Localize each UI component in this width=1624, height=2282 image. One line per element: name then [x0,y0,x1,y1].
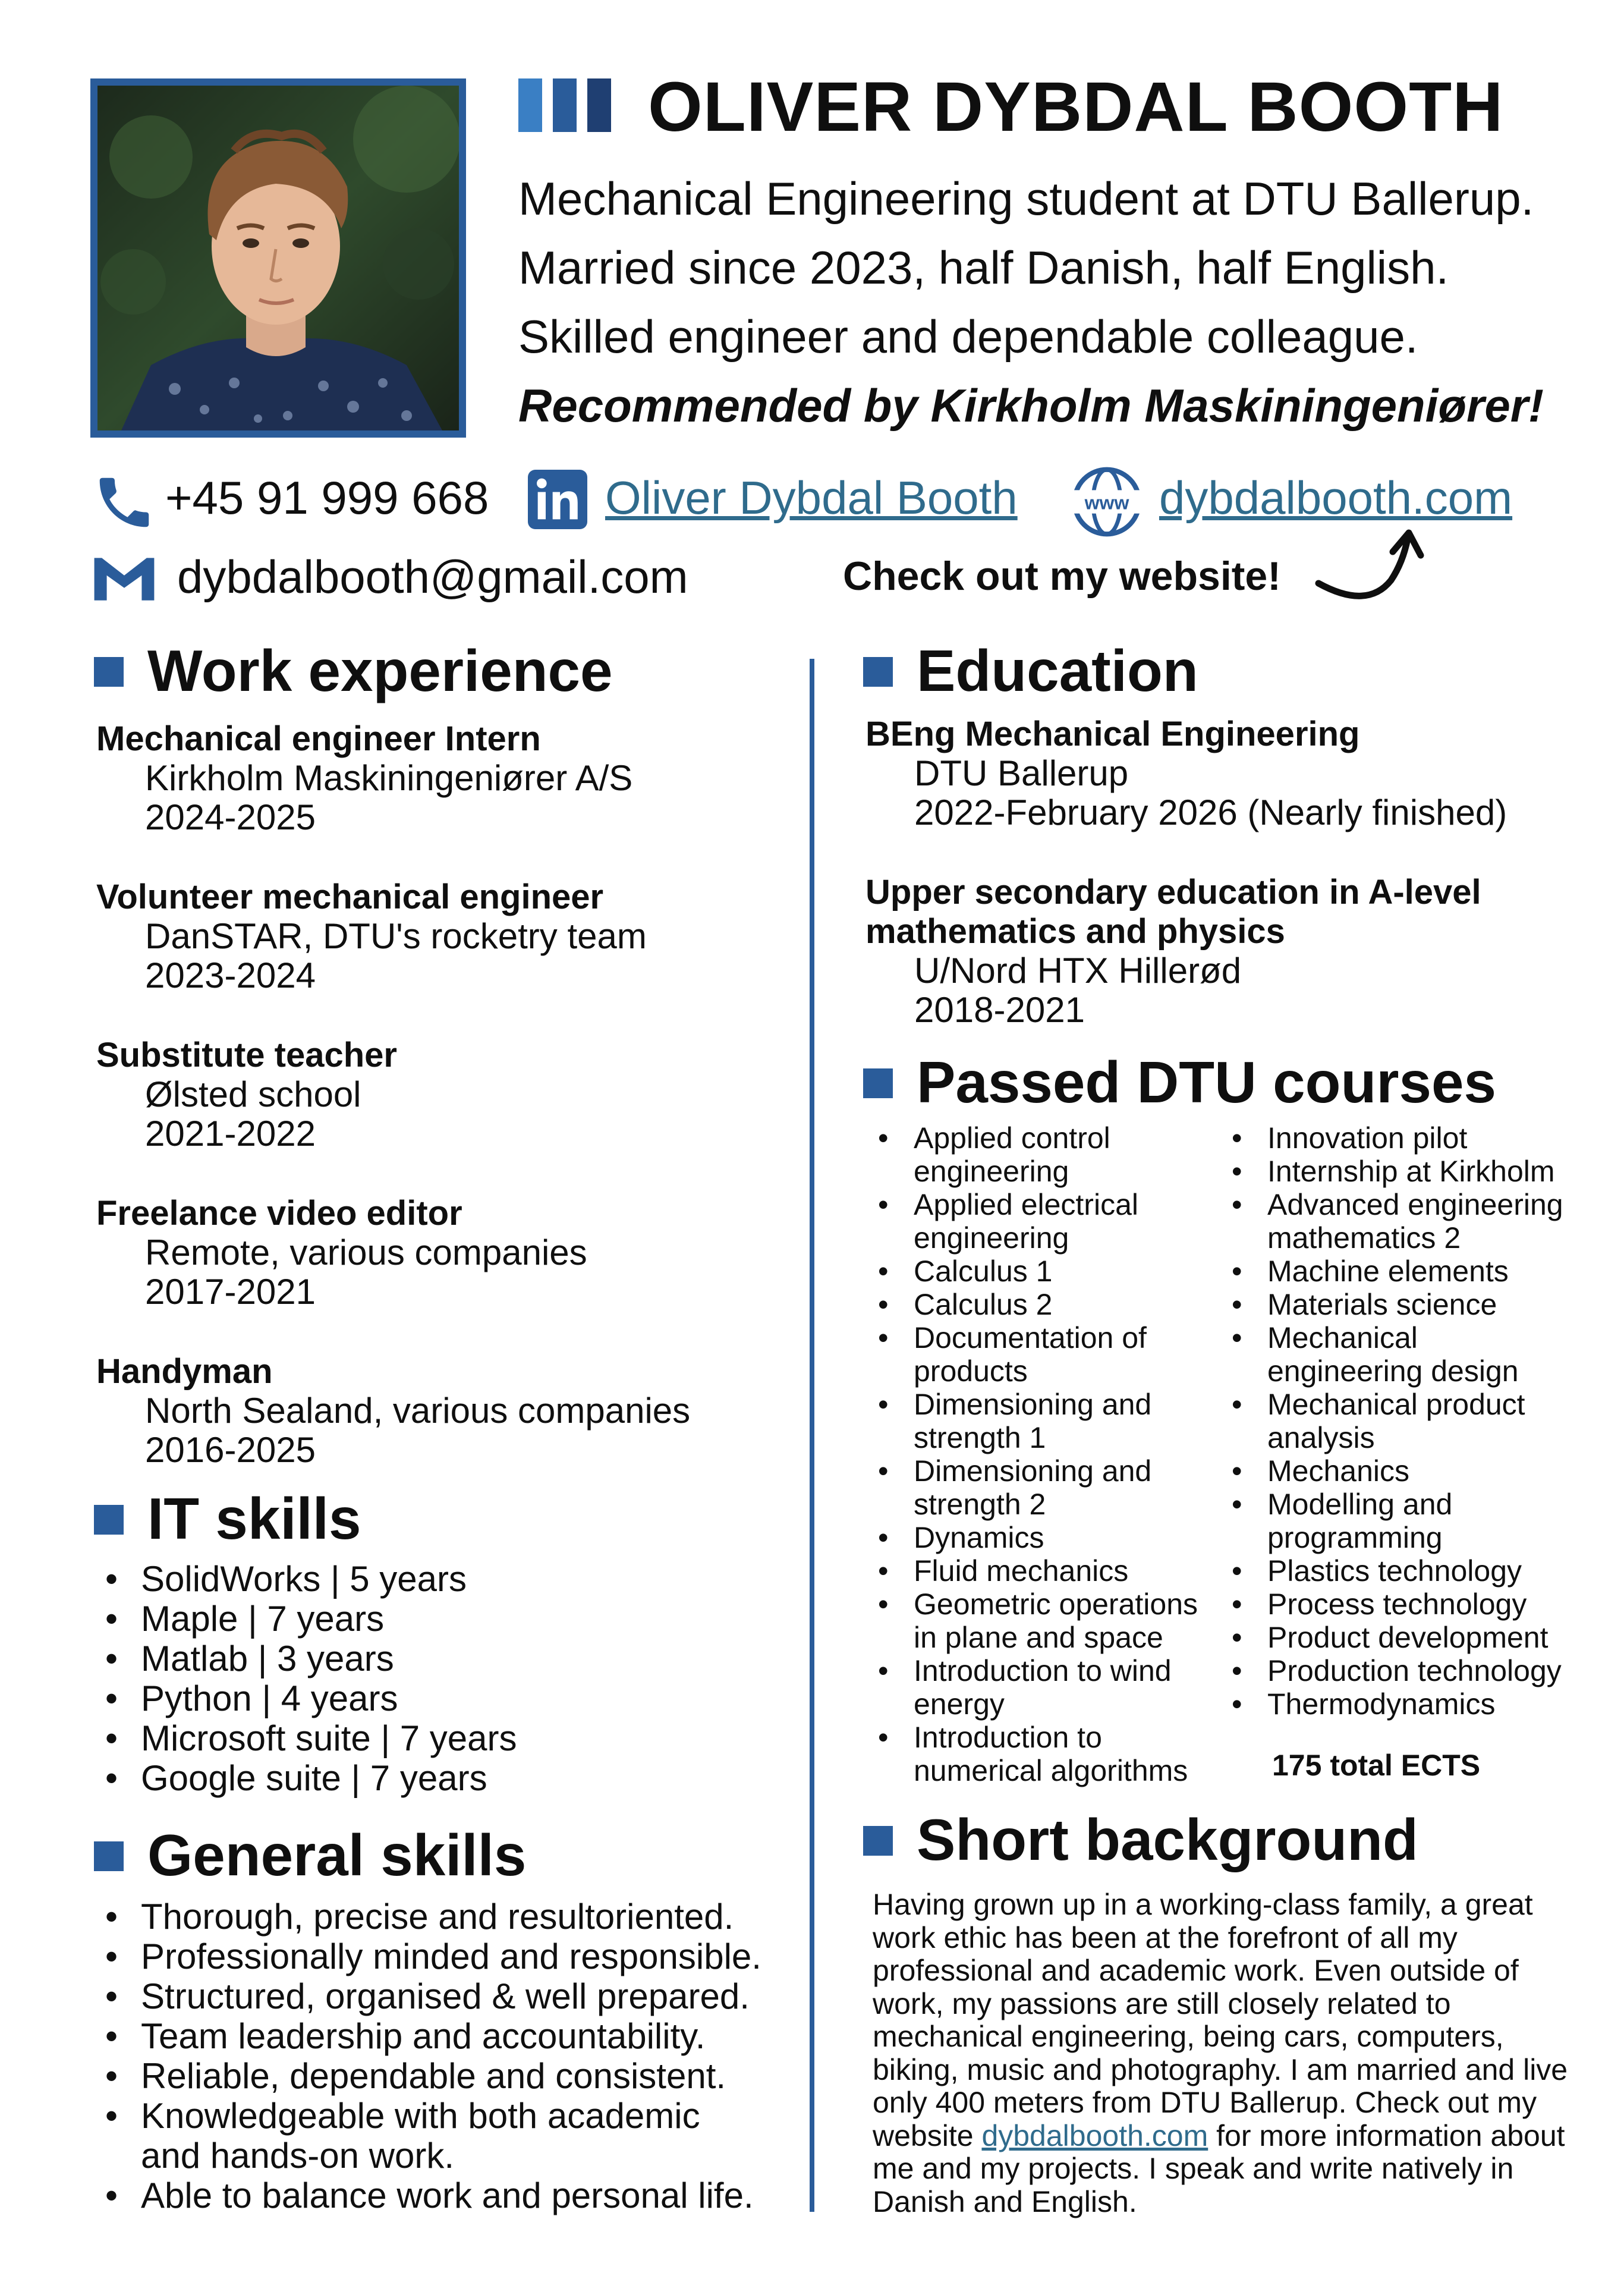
course-item [865,1321,1222,1388]
course-line: • Mechanics [1267,1454,1409,1488]
section-marker-icon [94,1841,124,1871]
intro-line: Skilled engineer and dependable colleague. [518,310,1418,363]
course-item [865,1388,1222,1454]
course-item [1219,1687,1605,1721]
email-icon [92,553,157,603]
section-title: Passed DTU courses [917,1049,1496,1115]
intro [518,164,1544,440]
list-item: • Reliable, dependable and consistent. [92,2056,800,2096]
courses-list-left [865,1121,1222,1787]
intro-line: Married since 2023, half Danish, half English. [518,241,1449,294]
course-item [865,1721,1222,1787]
section-marker-icon [863,1068,893,1098]
job-place: Kirkholm Maskiningeniører A/S [145,758,633,798]
course-line: • Dynamics [914,1521,1044,1554]
course-line: programming [1267,1521,1443,1554]
education-item [865,873,1507,1030]
course-line: • Production technology [1267,1654,1562,1687]
course-line: • Internship at Kirkholm [1267,1155,1555,1188]
course-line: • Modelling and [1267,1488,1453,1521]
job-years: 2024-2025 [145,797,316,837]
course-line: • Calculus 1 [914,1255,1053,1288]
course-item [1219,1155,1605,1188]
course-item [865,1554,1222,1588]
course-line: engineering [914,1155,1069,1188]
course-item [1219,1388,1605,1454]
phone-icon [92,470,157,535]
list-item: • Python | 4 years [92,1679,794,1718]
job-place: Remote, various companies [145,1233,587,1272]
course-line: • Dimensioning and [914,1454,1152,1488]
list-item-line: and hands-on work. [141,2136,454,2176]
list-item: • Matlab | 3 years [92,1639,794,1679]
email-address[interactable]: dybdalbooth@gmail.com [177,551,688,603]
list-item: • SolidWorks | 5 years [92,1559,794,1599]
degree-title: BEng Mechanical Engineering [865,715,1360,753]
courses-heading [863,1049,1496,1116]
education-list [865,715,1507,1070]
section-title: Education [917,638,1198,703]
job-place: Ølsted school [145,1074,361,1114]
course-item [1219,1588,1605,1621]
course-line: mathematics 2 [1267,1221,1461,1255]
degree-title: mathematics and physics [865,912,1285,951]
work-heading [94,637,613,705]
course-line: • Dimensioning and [914,1388,1152,1421]
course-item [1219,1654,1605,1687]
job-title: Substitute teacher [96,1036,397,1074]
list-item: • Structured, organised & well prepared. [92,1976,800,2016]
section-marker-icon [94,657,124,687]
course-line: • Geometric operations [914,1588,1198,1621]
it-skills-heading [94,1485,361,1552]
course-item [865,1588,1222,1654]
section-title: General skills [147,1822,527,1888]
job-years: 2016-2025 [145,1430,316,1470]
list-item [92,2096,800,2176]
work-item [96,878,690,995]
section-title: Work experience [147,638,613,703]
section-marker-icon [863,657,893,687]
section-title: Short background [917,1807,1418,1872]
course-line: • Materials science [1267,1288,1497,1321]
course-item [865,1654,1222,1721]
years: 2022-February 2026 (Nearly finished) [914,793,1507,832]
school: DTU Ballerup [914,753,1129,793]
course-line: products [914,1354,1028,1388]
list-item: • Maple | 7 years [92,1599,794,1639]
education-heading [863,637,1198,705]
courses-list-right [1219,1121,1605,1721]
linkedin-icon[interactable] [528,470,587,529]
recommendation: Recommended by Kirkholm Maskiningeniører! [518,379,1544,432]
background-text: for more information about me and my projects. I speak and write natively in Danish and English. [873,2118,1565,2218]
section-marker-icon [94,1505,124,1535]
list-item: • Google suite | 7 years [92,1758,794,1798]
degree-title: Upper secondary education in A-level [865,873,1481,911]
work-item [96,1036,690,1153]
website-callout: Check out my website! [843,554,1281,599]
course-item [1219,1121,1605,1155]
education-item [865,715,1507,832]
course-line: • Introduction to [914,1721,1102,1754]
curved-arrow-icon [1314,527,1427,604]
phone-number[interactable]: +45 91 999 668 [165,472,489,524]
job-years: 2021-2022 [145,1114,316,1153]
school: U/Nord HTX Hillerød [914,951,1242,991]
course-line: • Innovation pilot [1267,1121,1468,1155]
list-item: • Microsoft suite | 7 years [92,1718,794,1758]
work-list [96,719,690,1510]
course-line: engineering design [1267,1354,1519,1388]
course-line: • Calculus 2 [914,1288,1053,1321]
course-item [1219,1454,1605,1488]
course-item [1219,1288,1605,1321]
course-line: • Process technology [1267,1588,1527,1621]
course-line: engineering [914,1221,1069,1255]
course-line: • Documentation of [914,1321,1147,1354]
course-line: • Mechanical [1267,1321,1418,1354]
work-item [96,719,690,837]
it-skills-list [92,1559,794,1798]
background-text: Having grown up in a working-class family, a great work ethic has been at the forefront of all my professional and academic work. Even outside of work, my passions are still closely related to mechanical engineering, being cars, computers, biking, music and photography. I am married and live only 400 meters from DTU Ballerup. Check out my website [873,1888,1568,2152]
course-line: • Product development [1267,1621,1549,1654]
course-item [865,1121,1222,1188]
course-item [865,1288,1222,1321]
list-item: • Able to balance work and personal life. [92,2176,800,2215]
column-divider [810,659,814,2212]
course-item [1219,1621,1605,1654]
job-title: Volunteer mechanical engineer [96,878,604,916]
course-line: • Thermodynamics [1267,1687,1496,1721]
work-item [96,1352,690,1470]
job-place: DanSTAR, DTU's rocketry team [145,916,647,956]
course-item [865,1255,1222,1288]
background-website-link[interactable]: dybdalbooth.com [981,2118,1208,2152]
general-skills-heading [94,1822,526,1889]
job-years: 2017-2021 [145,1272,316,1312]
portrait-image [97,86,459,430]
course-line: • Applied electrical [914,1188,1138,1221]
background-heading [863,1806,1418,1874]
list-item: • Professionally minded and responsible. [92,1937,800,1976]
svg-text:www: www [1084,492,1129,514]
course-line: • Mechanical product [1267,1388,1525,1421]
list-item: • Thorough, precise and resultoriented. [92,1897,800,1937]
job-years: 2023-2024 [145,955,316,995]
section-title: IT skills [147,1486,361,1551]
course-item [1219,1188,1605,1255]
course-line: • Introduction to wind [914,1654,1172,1687]
course-line: strength 1 [914,1421,1046,1454]
course-line: strength 2 [914,1488,1046,1521]
list-item-line: • Knowledgeable with both academic [141,2096,700,2136]
full-name: OLIVER DYBDAL BOOTH [648,68,1504,146]
years: 2018-2021 [914,990,1085,1030]
course-line: • Advanced engineering [1267,1188,1563,1221]
website-link[interactable]: dybdalbooth.com [1159,472,1513,524]
course-line: analysis [1267,1421,1375,1454]
title-bars-icon [518,78,619,132]
intro-line: Mechanical Engineering student at DTU Ballerup. [518,172,1534,225]
job-title: Mechanical engineer Intern [96,719,541,758]
course-line: • Plastics technology [1267,1554,1522,1588]
course-line: • Machine elements [1267,1255,1509,1288]
background-paragraph [873,1888,1586,2218]
course-item [1219,1488,1605,1554]
course-item [1219,1321,1605,1388]
course-item [865,1454,1222,1521]
course-item [865,1188,1222,1255]
linkedin-link[interactable]: Oliver Dybdal Booth [605,472,1018,524]
course-item [865,1521,1222,1554]
total-ects: 175 total ECTS [1272,1749,1481,1782]
course-item [1219,1255,1605,1288]
course-line: • Applied control [914,1121,1110,1155]
work-item [96,1194,690,1312]
section-marker-icon [863,1826,893,1856]
course-line: energy [914,1687,1005,1721]
course-line: in plane and space [914,1621,1163,1654]
course-line: numerical algorithms [914,1754,1188,1787]
job-place: North Sealand, various companies [145,1391,691,1431]
globe-www-icon [1070,465,1144,539]
course-item [1219,1554,1605,1588]
profile-photo [90,78,466,438]
list-item: • Team leadership and accountability. [92,2016,800,2056]
job-title: Handyman [96,1352,273,1391]
course-line: • Fluid mechanics [914,1554,1129,1588]
job-title: Freelance video editor [96,1194,462,1233]
general-skills-list [92,1897,800,2215]
